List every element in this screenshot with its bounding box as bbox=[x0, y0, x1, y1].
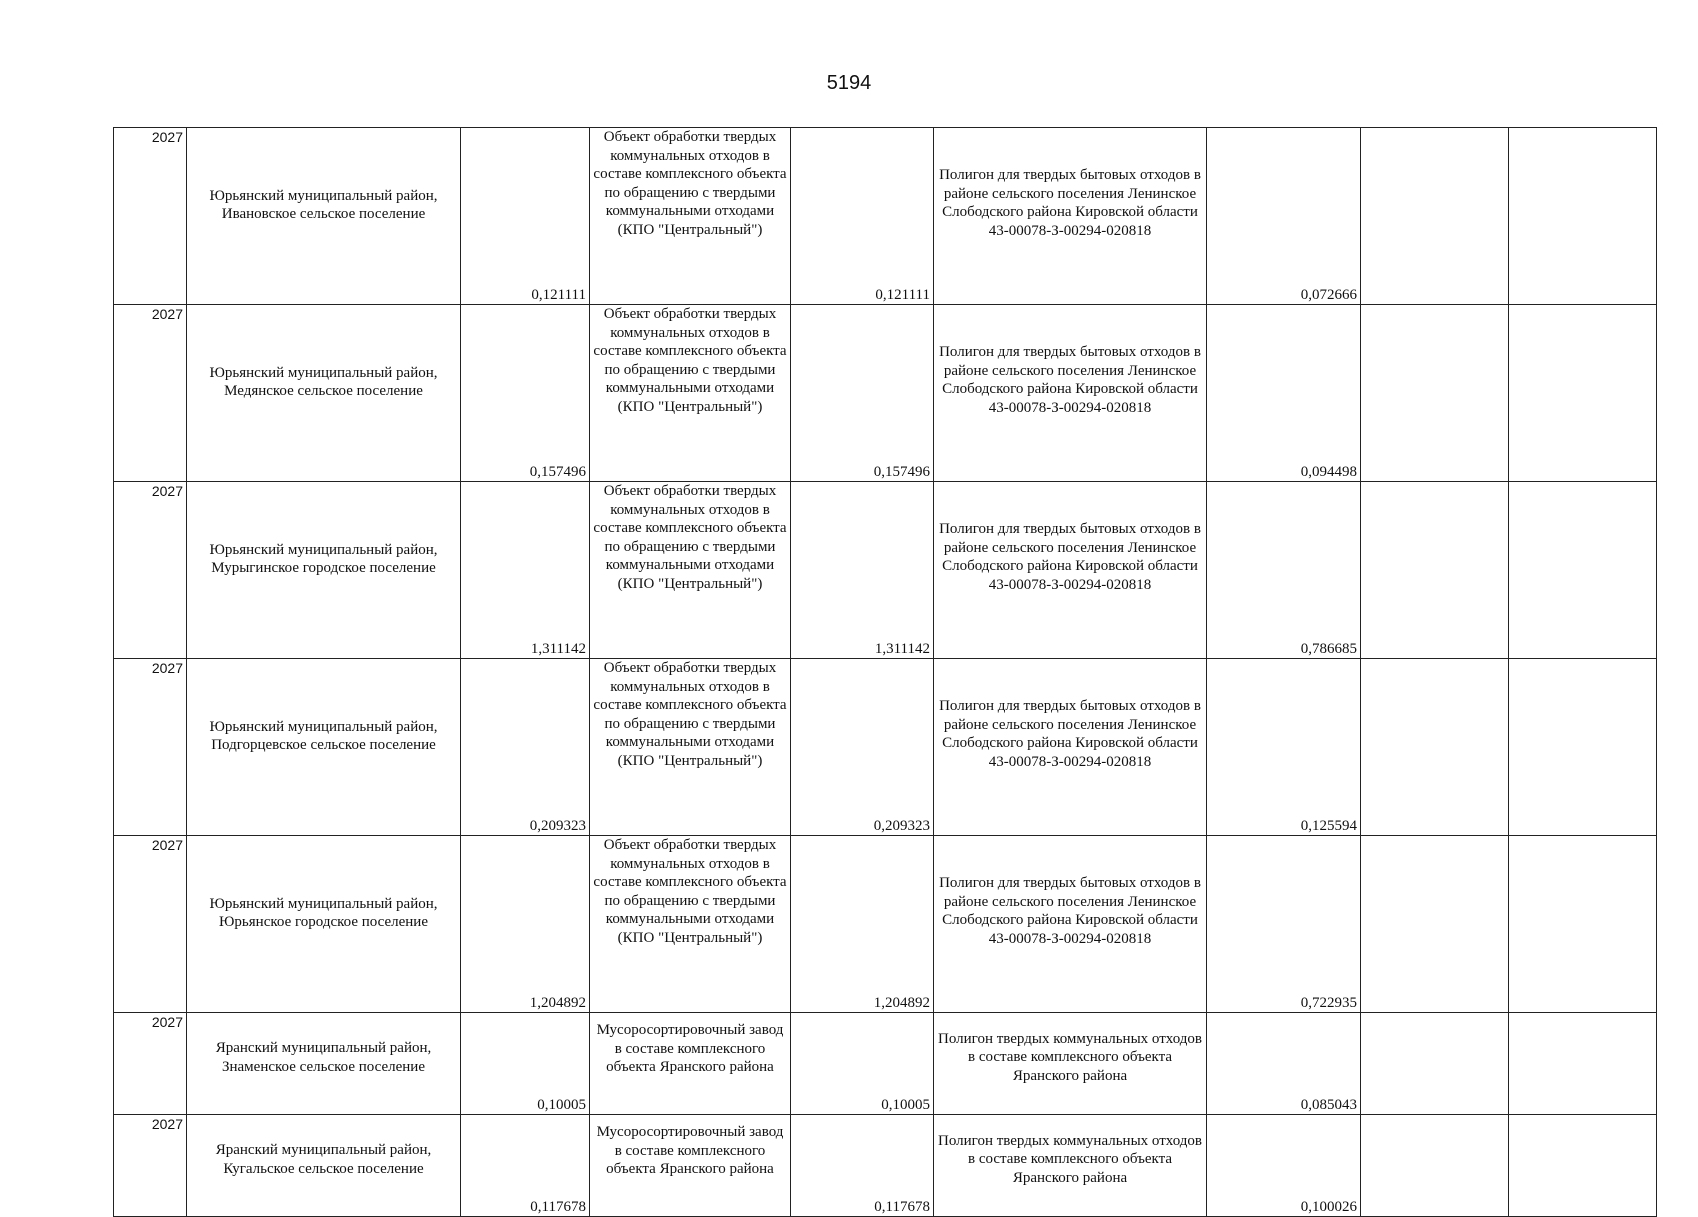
waste-flow-table bbox=[113, 127, 1657, 1217]
year-cell: 2027 bbox=[114, 482, 187, 659]
empty-cell bbox=[1509, 659, 1657, 836]
empty-cell bbox=[1361, 305, 1509, 482]
table-row bbox=[114, 659, 1657, 836]
page-number: 5194 bbox=[826, 72, 872, 94]
empty-cell bbox=[1509, 1115, 1657, 1217]
disposal-facility-cell: Полигон для твердых бытовых отходов в районе сельского поселения Ленинское Слободского района Кировской области 43-00078-З-00294-020818 bbox=[934, 305, 1207, 482]
empty-cell bbox=[1509, 1013, 1657, 1115]
disposal-facility-cell: Полигон для твердых бытовых отходов в районе сельского поселения Ленинское Слободского района Кировской области 43-00078-З-00294-020818 bbox=[934, 482, 1207, 659]
disposal-facility-cell: Полигон твердых коммунальных отходов в составе комплексного объекта Яранского района bbox=[934, 1115, 1207, 1217]
area-cell: Юрьянский муниципальный район, Подгорцевское сельское поселение bbox=[187, 659, 461, 836]
volume-disposed-cell: 0,072666 bbox=[1207, 128, 1361, 305]
volume-processed-cell: 1,311142 bbox=[791, 482, 934, 659]
year-cell: 2027 bbox=[114, 1013, 187, 1115]
volume-sent-cell: 1,311142 bbox=[461, 482, 590, 659]
empty-cell bbox=[1361, 1115, 1509, 1217]
disposal-facility-cell: Полигон для твердых бытовых отходов в районе сельского поселения Ленинское Слободского района Кировской области 43-00078-З-00294-020818 bbox=[934, 836, 1207, 1013]
disposal-facility-cell: Полигон для твердых бытовых отходов в районе сельского поселения Ленинское Слободского района Кировской области 43-00078-З-00294-020818 bbox=[934, 659, 1207, 836]
processing-facility-cell: Мусоросортировочный завод в составе комплексного объекта Яранского района bbox=[590, 1013, 791, 1115]
table-row bbox=[114, 305, 1657, 482]
empty-cell bbox=[1361, 836, 1509, 1013]
empty-cell bbox=[1361, 1013, 1509, 1115]
empty-cell bbox=[1509, 305, 1657, 482]
year-cell: 2027 bbox=[114, 128, 187, 305]
area-cell: Юрьянский муниципальный район, Медянское сельское поселение bbox=[187, 305, 461, 482]
processing-facility-cell: Объект обработки твердых коммунальных отходов в составе комплексного объекта по обращению с твердыми коммунальными отходами (КПО "Центральный") bbox=[590, 836, 791, 1013]
processing-facility-cell: Объект обработки твердых коммунальных отходов в составе комплексного объекта по обращению с твердыми коммунальными отходами (КПО "Центральный") bbox=[590, 128, 791, 305]
processing-facility-cell: Объект обработки твердых коммунальных отходов в составе комплексного объекта по обращению с твердыми коммунальными отходами (КПО "Центральный") bbox=[590, 305, 791, 482]
disposal-facility-cell: Полигон твердых коммунальных отходов в составе комплексного объекта Яранского района bbox=[934, 1013, 1207, 1115]
table-row bbox=[114, 836, 1657, 1013]
empty-cell bbox=[1361, 128, 1509, 305]
area-cell: Юрьянский муниципальный район, Мурыгинское городское поселение bbox=[187, 482, 461, 659]
volume-disposed-cell: 0,094498 bbox=[1207, 305, 1361, 482]
empty-cell bbox=[1509, 836, 1657, 1013]
year-cell: 2027 bbox=[114, 659, 187, 836]
processing-facility-cell: Мусоросортировочный завод в составе комплексного объекта Яранского района bbox=[590, 1115, 791, 1217]
volume-processed-cell: 0,121111 bbox=[791, 128, 934, 305]
disposal-facility-cell: Полигон для твердых бытовых отходов в районе сельского поселения Ленинское Слободского района Кировской области 43-00078-З-00294-020818 bbox=[934, 128, 1207, 305]
area-cell: Яранский муниципальный район, Кугальское сельское поселение bbox=[187, 1115, 461, 1217]
volume-processed-cell: 1,204892 bbox=[791, 836, 934, 1013]
table-row bbox=[114, 1115, 1657, 1217]
volume-sent-cell: 0,117678 bbox=[461, 1115, 590, 1217]
volume-sent-cell: 0,157496 bbox=[461, 305, 590, 482]
year-cell: 2027 bbox=[114, 305, 187, 482]
volume-sent-cell: 0,209323 bbox=[461, 659, 590, 836]
volume-sent-cell: 1,204892 bbox=[461, 836, 590, 1013]
volume-sent-cell: 0,121111 bbox=[461, 128, 590, 305]
table-row bbox=[114, 482, 1657, 659]
volume-disposed-cell: 0,125594 bbox=[1207, 659, 1361, 836]
volume-disposed-cell: 0,100026 bbox=[1207, 1115, 1361, 1217]
empty-cell bbox=[1509, 482, 1657, 659]
empty-cell bbox=[1361, 482, 1509, 659]
volume-processed-cell: 0,117678 bbox=[791, 1115, 934, 1217]
area-cell: Юрьянский муниципальный район, Ивановское сельское поселение bbox=[187, 128, 461, 305]
area-cell: Юрьянский муниципальный район, Юрьянское городское поселение bbox=[187, 836, 461, 1013]
volume-disposed-cell: 0,786685 bbox=[1207, 482, 1361, 659]
year-cell: 2027 bbox=[114, 836, 187, 1013]
volume-sent-cell: 0,10005 bbox=[461, 1013, 590, 1115]
volume-processed-cell: 0,157496 bbox=[791, 305, 934, 482]
processing-facility-cell: Объект обработки твердых коммунальных отходов в составе комплексного объекта по обращению с твердыми коммунальными отходами (КПО "Центральный") bbox=[590, 482, 791, 659]
volume-disposed-cell: 0,722935 bbox=[1207, 836, 1361, 1013]
volume-processed-cell: 0,209323 bbox=[791, 659, 934, 836]
empty-cell bbox=[1361, 659, 1509, 836]
table-row bbox=[114, 1013, 1657, 1115]
volume-processed-cell: 0,10005 bbox=[791, 1013, 934, 1115]
processing-facility-cell: Объект обработки твердых коммунальных отходов в составе комплексного объекта по обращению с твердыми коммунальными отходами (КПО "Центральный") bbox=[590, 659, 791, 836]
area-cell: Яранский муниципальный район, Знаменское сельское поселение bbox=[187, 1013, 461, 1115]
year-cell: 2027 bbox=[114, 1115, 187, 1217]
empty-cell bbox=[1509, 128, 1657, 305]
volume-disposed-cell: 0,085043 bbox=[1207, 1013, 1361, 1115]
table-row bbox=[114, 128, 1657, 305]
